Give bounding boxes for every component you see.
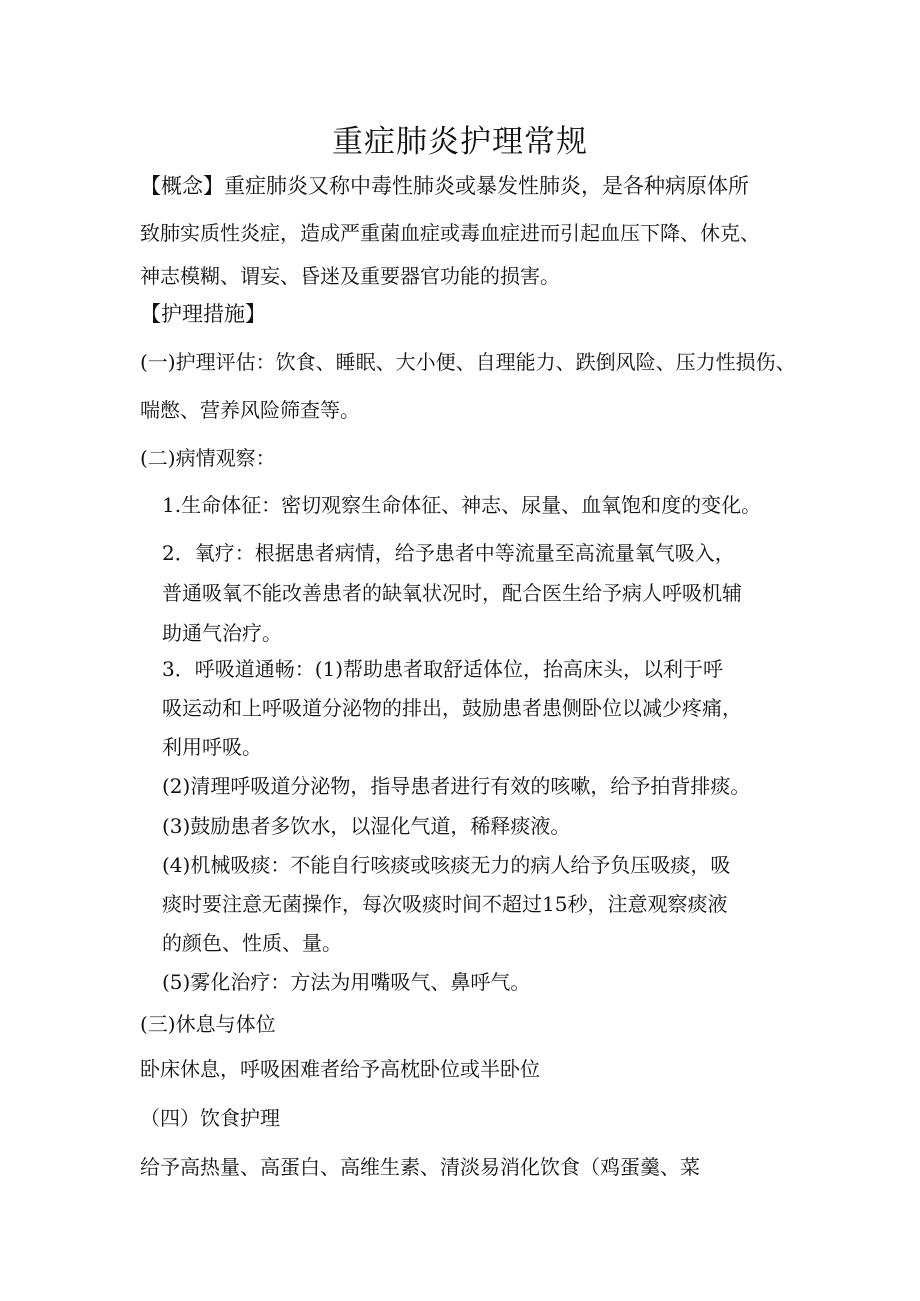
suction-item-line-3: 的颜色、性质、量。 — [162, 931, 342, 955]
airway-item-line-2: 吸运动和上呼吸道分泌物的排出，鼓励患者患侧卧位以减少疼痛， — [162, 696, 742, 720]
oxygen-therapy-line-3: 助通气治疗。 — [162, 621, 282, 645]
document-title: 重症肺炎护理常规 — [332, 124, 588, 160]
section-3-heading: (三)休息与体位 — [140, 1012, 276, 1036]
section-4-text: 给予高热量、高蛋白、高维生素、清淡易消化饮食（鸡蛋羹、菜 — [140, 1155, 700, 1179]
suction-item-line-1: (4)机械吸痰：不能自行咳痰或咳痰无力的病人给予负压吸痰，吸 — [162, 853, 731, 877]
measures-heading: 【护理措施】 — [140, 302, 266, 326]
section-4-heading: （四）饮食护理 — [140, 1106, 280, 1130]
oxygen-therapy-line-2: 普通吸氧不能改善患者的缺氧状况时，配合医生给予病人呼吸机辅 — [162, 581, 742, 605]
section-1-line-2: 喘憋、营养风险筛查等。 — [140, 398, 360, 422]
nebulization-item: (5)雾化治疗：方法为用嘴吸气、鼻呼气。 — [162, 970, 531, 994]
section-3-text: 卧床休息，呼吸困难者给予高枕卧位或半卧位 — [140, 1057, 540, 1081]
suction-item-line-2: 痰时要注意无菌操作，每次吸痰时间不超过15秒，注意观察痰液 — [162, 892, 728, 916]
airway-subitem-3: (3)鼓励患者多饮水，以湿化气道，稀释痰液。 — [162, 814, 571, 838]
vital-signs-item: 1.生命体征：密切观察生命体征、神志、尿量、血氧饱和度的变化。 — [162, 493, 762, 517]
airway-item-line-3: 利用呼吸。 — [162, 735, 262, 759]
concept-line-1: 【概念】重症肺炎又称中毒性肺炎或暴发性肺炎，是各种病原体所 — [140, 174, 749, 198]
oxygen-therapy-line-1: 2．氧疗：根据患者病情，给予患者中等流量至高流量氧气吸入， — [162, 541, 735, 565]
section-2-heading: (二)病情观察： — [140, 446, 276, 470]
concept-line-3: 神志模糊、谓妄、昏迷及重要器官功能的损害。 — [140, 264, 560, 288]
section-1-line-1: (一)护理评估：饮食、睡眠、大小便、自理能力、跌倒风险、压力性损伤、 — [140, 350, 796, 374]
airway-item-line-1: 3．呼吸道通畅：(1)帮助患者取舒适体位，抬高床头，以利于呼 — [162, 657, 724, 681]
concept-line-2: 致肺实质性炎症，造成严重菌血症或毒血症进而引起血压下降、休克、 — [140, 221, 760, 245]
airway-subitem-2: (2)清理呼吸道分泌物，指导患者进行有效的咳嗽，给予拍背排痰。 — [162, 774, 751, 798]
